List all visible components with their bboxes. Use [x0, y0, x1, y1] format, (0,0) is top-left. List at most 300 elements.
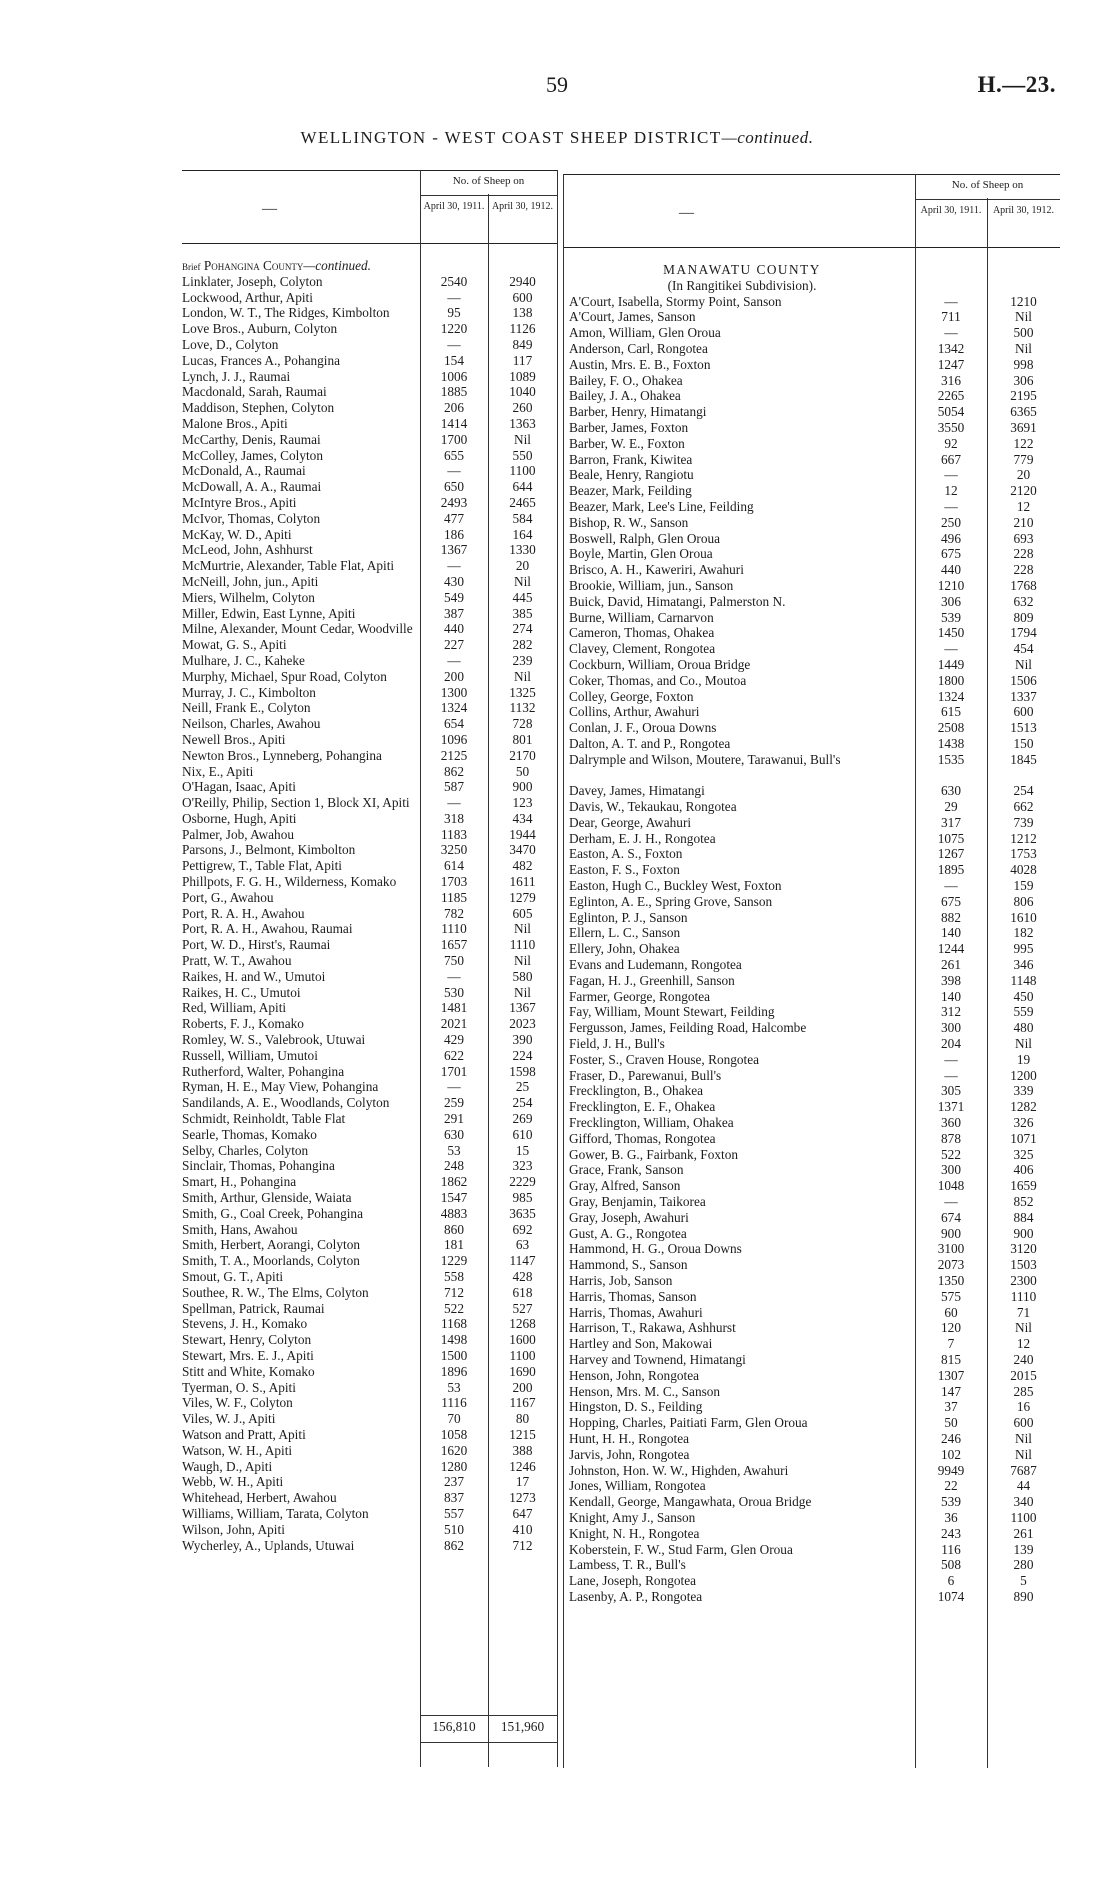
- sheep-1911: 7: [947, 1336, 955, 1352]
- sheep-1911: 440: [444, 621, 464, 637]
- owner-name: Barron, Frank, Kiwitea: [569, 451, 693, 467]
- sheep-1911: 2073: [937, 1257, 965, 1273]
- sheep-1912: 20: [1016, 467, 1031, 483]
- sheep-1911: 1657: [440, 937, 468, 953]
- sheep-1912: 117: [512, 352, 533, 368]
- sheep-1911: —: [944, 1067, 958, 1083]
- sheep-1912: 1690: [509, 1363, 536, 1379]
- sheep-1911: 622: [444, 1047, 464, 1063]
- sheep-1911: 2021: [440, 1016, 468, 1032]
- owner-name: Jarvis, John, Rongotea: [569, 1446, 690, 1462]
- owner-name: Harrison, T., Rakawa, Ashhurst: [569, 1320, 736, 1336]
- owner-name: A'Court, Isabella, Stormy Point, Sanson: [569, 293, 782, 309]
- table-row: [563, 1415, 1060, 1431]
- sheep-1912: 618: [512, 1284, 533, 1300]
- table-row: [182, 1316, 557, 1332]
- sheep-1912: 900: [1013, 1225, 1034, 1241]
- sheep-1911: 615: [941, 704, 961, 720]
- table-row: [182, 779, 557, 795]
- table-row: [563, 1162, 1060, 1178]
- left-rows: [182, 258, 557, 1553]
- right-header-dash: —: [679, 205, 694, 221]
- table-row: [182, 1222, 557, 1238]
- owner-name: Harris, Job, Sanson: [569, 1273, 673, 1288]
- sheep-1912: Nil: [1015, 1320, 1032, 1336]
- sheep-1912: 1089: [509, 368, 536, 384]
- table-row: [563, 625, 1060, 641]
- sheep-1911: 1300: [440, 684, 468, 700]
- owner-name: Barber, James, Foxton: [569, 419, 689, 435]
- table-row: [563, 483, 1060, 499]
- table-row: [563, 515, 1060, 531]
- table-row: [182, 400, 557, 416]
- sheep-1912: 1215: [509, 1426, 536, 1442]
- table-row: [563, 1131, 1060, 1147]
- table-row: [182, 637, 557, 653]
- sheep-1912: 7687: [1010, 1462, 1037, 1478]
- sheep-1912: 454: [1013, 641, 1034, 657]
- owner-name: Hartley and Son, Makowai: [569, 1336, 713, 1352]
- sheep-1911: 312: [941, 1004, 961, 1020]
- sheep-1912: 323: [512, 1158, 533, 1174]
- sheep-1912: 995: [1013, 941, 1034, 957]
- sheep-1912: 1040: [509, 384, 536, 400]
- owner-name: Smart, H., Pohangina: [182, 1174, 297, 1190]
- table-row: [563, 1368, 1060, 1384]
- sheep-1912: 339: [1013, 1083, 1034, 1099]
- left-section-continued: —continued.: [303, 258, 371, 273]
- sheep-1911: 712: [444, 1284, 464, 1300]
- table-row: [182, 1380, 557, 1396]
- table-row: [182, 448, 557, 464]
- owner-name: Grace, Frank, Sanson: [569, 1162, 684, 1178]
- sheep-1911: —: [944, 325, 958, 341]
- sheep-1912: 1148: [1010, 972, 1037, 988]
- table-row: [563, 578, 1060, 594]
- sheep-1911: 116: [941, 1541, 961, 1557]
- owner-name: Viles, W. F., Colyton: [182, 1395, 293, 1411]
- owner-name: Anderson, Carl, Rongotea: [569, 340, 708, 356]
- table-row: [563, 1147, 1060, 1163]
- table-row: [182, 669, 557, 685]
- owner-name: Malone Bros., Apiti: [182, 415, 288, 431]
- table-row: [182, 1364, 557, 1380]
- sheep-1911: 181: [444, 1237, 464, 1253]
- owner-name: McDowall, A. A., Raumai: [182, 479, 322, 495]
- table-row: [563, 862, 1060, 878]
- left-section-prefix: Brief: [182, 262, 201, 272]
- table-row: [563, 1083, 1060, 1099]
- sheep-1911: 1350: [937, 1273, 965, 1288]
- owner-name: Mowat, G. S., Apiti: [182, 637, 287, 653]
- owner-name: McLeod, John, Ashhurst: [182, 542, 313, 558]
- right-table-header: [563, 174, 1060, 248]
- table-row: [563, 1115, 1060, 1131]
- owner-name: Searle, Thomas, Komako: [182, 1126, 317, 1142]
- sheep-1912: 610: [512, 1126, 533, 1142]
- owner-name: Davey, James, Himatangi: [569, 783, 705, 799]
- owner-name: Rutherford, Walter, Pohangina: [182, 1063, 345, 1079]
- owner-name: Smith, Herbert, Aorangi, Colyton: [182, 1237, 361, 1253]
- sheep-1912: 1246: [509, 1458, 536, 1474]
- table-row: [563, 1399, 1060, 1415]
- table-row: [182, 921, 557, 937]
- sheep-1911: 429: [444, 1032, 464, 1048]
- table-row: [563, 1384, 1060, 1400]
- sheep-1911: 53: [447, 1142, 461, 1158]
- sheep-1912: 325: [1013, 1146, 1034, 1162]
- table-row: [182, 1443, 557, 1459]
- sheep-1911: 667: [941, 451, 961, 467]
- owner-name: Murray, J. C., Kimbolton: [182, 684, 316, 700]
- table-row: [182, 937, 557, 953]
- sheep-1911: 37: [944, 1399, 958, 1415]
- sheep-1912: 712: [512, 1537, 533, 1553]
- table-row: [563, 294, 1060, 310]
- sheep-1912: 1147: [509, 1253, 536, 1269]
- sheep-1911: —: [944, 293, 958, 309]
- sheep-1911: 306: [941, 593, 961, 609]
- sheep-1911: 60: [944, 1304, 958, 1320]
- sheep-1912: 2195: [1010, 388, 1037, 404]
- left-section-heading: [182, 258, 557, 274]
- sheep-1912: 1200: [1010, 1067, 1037, 1083]
- sheep-1912: 20: [515, 558, 530, 574]
- sheep-1912: 644: [512, 479, 533, 495]
- sheep-1912: 849: [512, 336, 533, 352]
- owner-name: McKay, W. D., Apiti: [182, 526, 292, 542]
- sheep-1911: 1895: [937, 862, 965, 878]
- sheep-1912: 306: [1013, 372, 1034, 388]
- table-row: [182, 1253, 557, 1269]
- table-row: [563, 467, 1060, 483]
- sheep-1912: 550: [512, 447, 533, 463]
- sheep-1911: 1438: [937, 735, 965, 751]
- sheep-1911: 3250: [440, 842, 468, 858]
- sheep-1911: 387: [444, 605, 464, 621]
- sheep-1911: 878: [941, 1130, 961, 1146]
- sheep-1911: 1535: [937, 751, 965, 767]
- sheep-1912: 600: [512, 289, 533, 305]
- owner-name: Neill, Frank E., Colyton: [182, 700, 311, 716]
- sheep-1912: 139: [1013, 1541, 1034, 1557]
- owner-name: Coker, Thomas, and Co., Moutoa: [569, 672, 747, 688]
- sheep-1911: 837: [444, 1490, 464, 1506]
- sheep-1911: 430: [444, 573, 464, 589]
- table-row: [182, 337, 557, 353]
- owner-name: O'Reilly, Philip, Section 1, Block XI, Apiti: [182, 795, 410, 811]
- table-row: [563, 1068, 1060, 1084]
- table-row: [563, 704, 1060, 720]
- sheep-1912: 1210: [1010, 293, 1037, 309]
- sheep-1911: 95: [447, 305, 461, 321]
- owner-name: Watson and Pratt, Apiti: [182, 1426, 306, 1442]
- owner-name: Gray, Joseph, Awahuri: [569, 1209, 689, 1225]
- table-row: [182, 858, 557, 874]
- owner-name: Frecklington, William, Ohakea: [569, 1115, 734, 1131]
- sheep-1911: 360: [941, 1115, 961, 1131]
- owner-name: Smith, G., Coal Creek, Pohangina: [182, 1205, 363, 1221]
- sheep-1911: 1210: [937, 577, 965, 593]
- left-table: [182, 170, 557, 1734]
- sheep-1912: 346: [1013, 957, 1034, 973]
- sheep-1911: 1367: [440, 542, 468, 558]
- sheep-1911: 1168: [440, 1316, 468, 1332]
- sheep-1912: 3691: [1010, 419, 1037, 435]
- sheep-1912: 25: [515, 1079, 530, 1095]
- table-row: [563, 1289, 1060, 1305]
- owner-name: Fay, William, Mount Stewart, Feilding: [569, 1004, 775, 1020]
- owner-name: Burne, William, Carnarvon: [569, 609, 714, 625]
- table-row: [563, 657, 1060, 673]
- sheep-1912: 2023: [509, 1016, 536, 1032]
- sheep-1912: Nil: [514, 921, 531, 937]
- owner-name: Austin, Mrs. E. B., Foxton: [569, 356, 711, 372]
- right-subsection-title: (In Rangitikei Subdivision).: [667, 277, 817, 293]
- sheep-1912: 728: [512, 716, 533, 732]
- owner-name: Fergusson, James, Feilding Road, Halcombe: [569, 1020, 807, 1036]
- sheep-1911: 5054: [937, 404, 965, 420]
- table-row: [182, 1490, 557, 1506]
- sheep-1911: 1324: [937, 688, 965, 704]
- sheep-1911: 316: [941, 372, 961, 388]
- sheep-1912: 239: [512, 652, 533, 668]
- district-title-continued: —continued.: [721, 128, 814, 147]
- table-row: [182, 1474, 557, 1490]
- table-row: [563, 1526, 1060, 1542]
- owner-name: Hunt, H. H., Rongotea: [569, 1430, 690, 1446]
- sheep-1912: 326: [1013, 1115, 1034, 1131]
- table-row: [563, 641, 1060, 657]
- owner-name: Lynch, J. J., Raumai: [182, 368, 291, 384]
- table-row: [563, 1352, 1060, 1368]
- right-rows: [563, 262, 1060, 1605]
- sheep-1911: 862: [444, 763, 464, 779]
- table-row: [563, 341, 1060, 357]
- sheep-1911: 900: [941, 1225, 961, 1241]
- owner-name: McIntyre Bros., Apiti: [182, 494, 297, 510]
- table-row: [182, 274, 557, 290]
- sheep-1911: 120: [941, 1320, 961, 1336]
- sheep-1911: 575: [941, 1288, 961, 1304]
- sheep-1911: 206: [444, 400, 464, 416]
- sheep-1912: 632: [1013, 593, 1034, 609]
- sheep-1912: 2465: [509, 494, 536, 510]
- sheep-1912: 3120: [1010, 1241, 1037, 1257]
- sheep-1911: 1371: [937, 1099, 965, 1115]
- sheep-1911: 227: [444, 637, 464, 653]
- page-header: [0, 72, 1114, 112]
- owner-name: Southee, R. W., The Elms, Colyton: [182, 1284, 369, 1300]
- sheep-1911: 36: [944, 1509, 958, 1525]
- sheep-1911: 440: [941, 562, 961, 578]
- owner-name: Williams, William, Tarata, Colyton: [182, 1505, 369, 1521]
- sheep-1911: 860: [444, 1221, 464, 1237]
- sheep-1912: 884: [1013, 1209, 1034, 1225]
- table-row: [563, 1557, 1060, 1573]
- sheep-1911: 237: [444, 1474, 464, 1490]
- sheep-1911: 750: [444, 953, 464, 969]
- table-row: [563, 404, 1060, 420]
- owner-name: Conlan, J. F., Oroua Downs: [569, 720, 717, 736]
- owner-name: Pettigrew, T., Table Flat, Apiti: [182, 858, 342, 874]
- table-row: [563, 1542, 1060, 1558]
- sheep-1911: 1701: [440, 1063, 468, 1079]
- table-row: [563, 1178, 1060, 1194]
- sheep-1911: 675: [941, 893, 961, 909]
- table-row: [563, 531, 1060, 547]
- sheep-1911: 261: [941, 957, 961, 973]
- sheep-1911: 782: [444, 905, 464, 921]
- sheep-1912: 1753: [1010, 846, 1037, 862]
- sheep-1912: 2229: [509, 1174, 536, 1190]
- table-row: [563, 673, 1060, 689]
- page-number: 59: [546, 72, 568, 97]
- table-row: [182, 811, 557, 827]
- sheep-1912: 1279: [509, 889, 536, 905]
- table-row: [563, 309, 1060, 325]
- owner-name: Milne, Alexander, Mount Cedar, Woodville: [182, 621, 413, 637]
- sheep-1912: 500: [1013, 325, 1034, 341]
- sheep-1912: 4028: [1010, 862, 1037, 878]
- sheep-1912: 1167: [509, 1395, 536, 1411]
- sheep-1912: 17: [515, 1474, 530, 1490]
- table-row: [182, 700, 557, 716]
- owner-name: Gower, B. G., Fairbank, Foxton: [569, 1146, 738, 1162]
- owner-name: Evans and Ludemann, Rongotea: [569, 957, 742, 973]
- table-row: [563, 689, 1060, 705]
- owner-name: Bailey, F. O., Ohakea: [569, 372, 683, 388]
- table-row: [182, 1190, 557, 1206]
- owner-name: McNeill, John, jun., Apiti: [182, 573, 319, 589]
- owner-name: Buick, David, Himatangi, Palmerston N.: [569, 593, 786, 609]
- sheep-1912: 12: [1016, 1336, 1031, 1352]
- owner-name: Watson, W. H., Apiti: [182, 1442, 293, 1458]
- sheep-1912: 1611: [509, 874, 536, 890]
- sheep-1912: 228: [1013, 562, 1034, 578]
- right-table: [563, 174, 1060, 1605]
- owner-name: Farmer, George, Rongotea: [569, 988, 711, 1004]
- owner-name: Romley, W. S., Valebrook, Utuwai: [182, 1032, 366, 1048]
- table-row: [182, 874, 557, 890]
- owner-name: McIvor, Thomas, Colyton: [182, 510, 321, 526]
- sheep-1912: 806: [1013, 893, 1034, 909]
- sheep-1911: 1414: [440, 415, 468, 431]
- table-row: [182, 1237, 557, 1253]
- table-row: [563, 1478, 1060, 1494]
- sheep-1911: 1247: [937, 356, 965, 372]
- left-total-rule: [420, 1715, 557, 1716]
- owner-name: Field, J. H., Bull's: [569, 1036, 665, 1052]
- table-row: [182, 827, 557, 843]
- owner-name: Jones, William, Rongotea: [569, 1478, 706, 1494]
- table-row: [182, 479, 557, 495]
- owner-name: Henson, John, Rongotea: [569, 1367, 700, 1383]
- left-header-year2: April 30, 1912.: [491, 201, 554, 212]
- sheep-1911: 522: [444, 1300, 464, 1316]
- sheep-1911: 674: [941, 1209, 961, 1225]
- district-title: [0, 128, 1114, 148]
- sheep-1912: Nil: [1015, 309, 1032, 325]
- sheep-1911: 882: [941, 909, 961, 925]
- table-row: [563, 846, 1060, 862]
- sheep-1911: —: [447, 652, 461, 668]
- sheep-1912: 406: [1013, 1162, 1034, 1178]
- owner-name: Koberstein, F. W., Stud Farm, Glen Oroua: [569, 1541, 793, 1557]
- sheep-1912: 159: [1013, 878, 1034, 894]
- sheep-1912: 15: [515, 1142, 530, 1158]
- owner-name: Osborne, Hugh, Apiti: [182, 810, 297, 826]
- sheep-1912: 138: [512, 305, 533, 321]
- table-row: [182, 1301, 557, 1317]
- owner-name: Barber, W. E., Foxton: [569, 435, 685, 451]
- owner-name: Smith, Hans, Awahou: [182, 1221, 298, 1237]
- table-row: [182, 985, 557, 1001]
- sheep-1912: 285: [1013, 1383, 1034, 1399]
- sheep-1912: 224: [512, 1047, 533, 1063]
- sheep-1911: 1307: [937, 1367, 965, 1383]
- table-row: [563, 815, 1060, 831]
- owner-name: Neilson, Charles, Awahou: [182, 716, 321, 732]
- table-row: [182, 842, 557, 858]
- table-row: [563, 373, 1060, 389]
- left-section-title: Pohangina County: [203, 258, 304, 273]
- owner-name: Knight, Amy J., Sanson: [569, 1509, 696, 1525]
- sheep-1911: 1500: [440, 1347, 468, 1363]
- owner-name: Cameron, Thomas, Ohakea: [569, 625, 715, 641]
- table-row: [182, 606, 557, 622]
- table-row: [182, 321, 557, 337]
- sheep-1911: —: [944, 1051, 958, 1067]
- sheep-1912: 1600: [509, 1332, 536, 1348]
- sheep-1912: 445: [512, 589, 533, 605]
- sheep-1911: 300: [941, 1020, 961, 1036]
- sheep-1911: 1075: [937, 830, 965, 846]
- sheep-1912: Nil: [1015, 1446, 1032, 1462]
- table-row: [182, 590, 557, 606]
- owner-name: Hopping, Charles, Paitiati Farm, Glen Oroua: [569, 1415, 808, 1431]
- owner-name: Russell, William, Umutoi: [182, 1047, 318, 1063]
- table-row: [563, 594, 1060, 610]
- owner-name: Boswell, Ralph, Glen Oroua: [569, 530, 721, 546]
- sheep-1911: 1885: [440, 384, 468, 400]
- owner-name: Port, R. A. H., Awahou: [182, 905, 305, 921]
- sheep-1912: 647: [512, 1505, 533, 1521]
- table-row: [563, 388, 1060, 404]
- owner-name: Hammond, S., Sanson: [569, 1257, 688, 1273]
- owner-name: Wycherley, A., Uplands, Utuwai: [182, 1537, 355, 1553]
- owner-name: Brisco, A. H., Kaweriri, Awahuri: [569, 562, 744, 578]
- table-row: [182, 716, 557, 732]
- table-row: [182, 1111, 557, 1127]
- owner-name: Dear, George, Awahuri: [569, 814, 692, 830]
- sheep-1912: 261: [1013, 1525, 1034, 1541]
- table-row: [182, 432, 557, 448]
- sheep-1912: 580: [512, 968, 533, 984]
- sheep-1912: 1132: [509, 700, 536, 716]
- table-row: [563, 1573, 1060, 1589]
- sheep-1912: 1363: [509, 415, 536, 431]
- table-row: [563, 1447, 1060, 1463]
- owner-name: Easton, F. S., Foxton: [569, 862, 680, 878]
- table-row: [182, 748, 557, 764]
- sheep-1911: 318: [444, 810, 464, 826]
- sheep-1912: 1503: [1010, 1257, 1037, 1273]
- sheep-1911: 1700: [440, 431, 468, 447]
- owner-name: Eglinton, P. J., Sanson: [569, 909, 688, 925]
- sheep-1912: 779: [1013, 451, 1034, 467]
- left-total-rule-bottom: [420, 1742, 557, 1743]
